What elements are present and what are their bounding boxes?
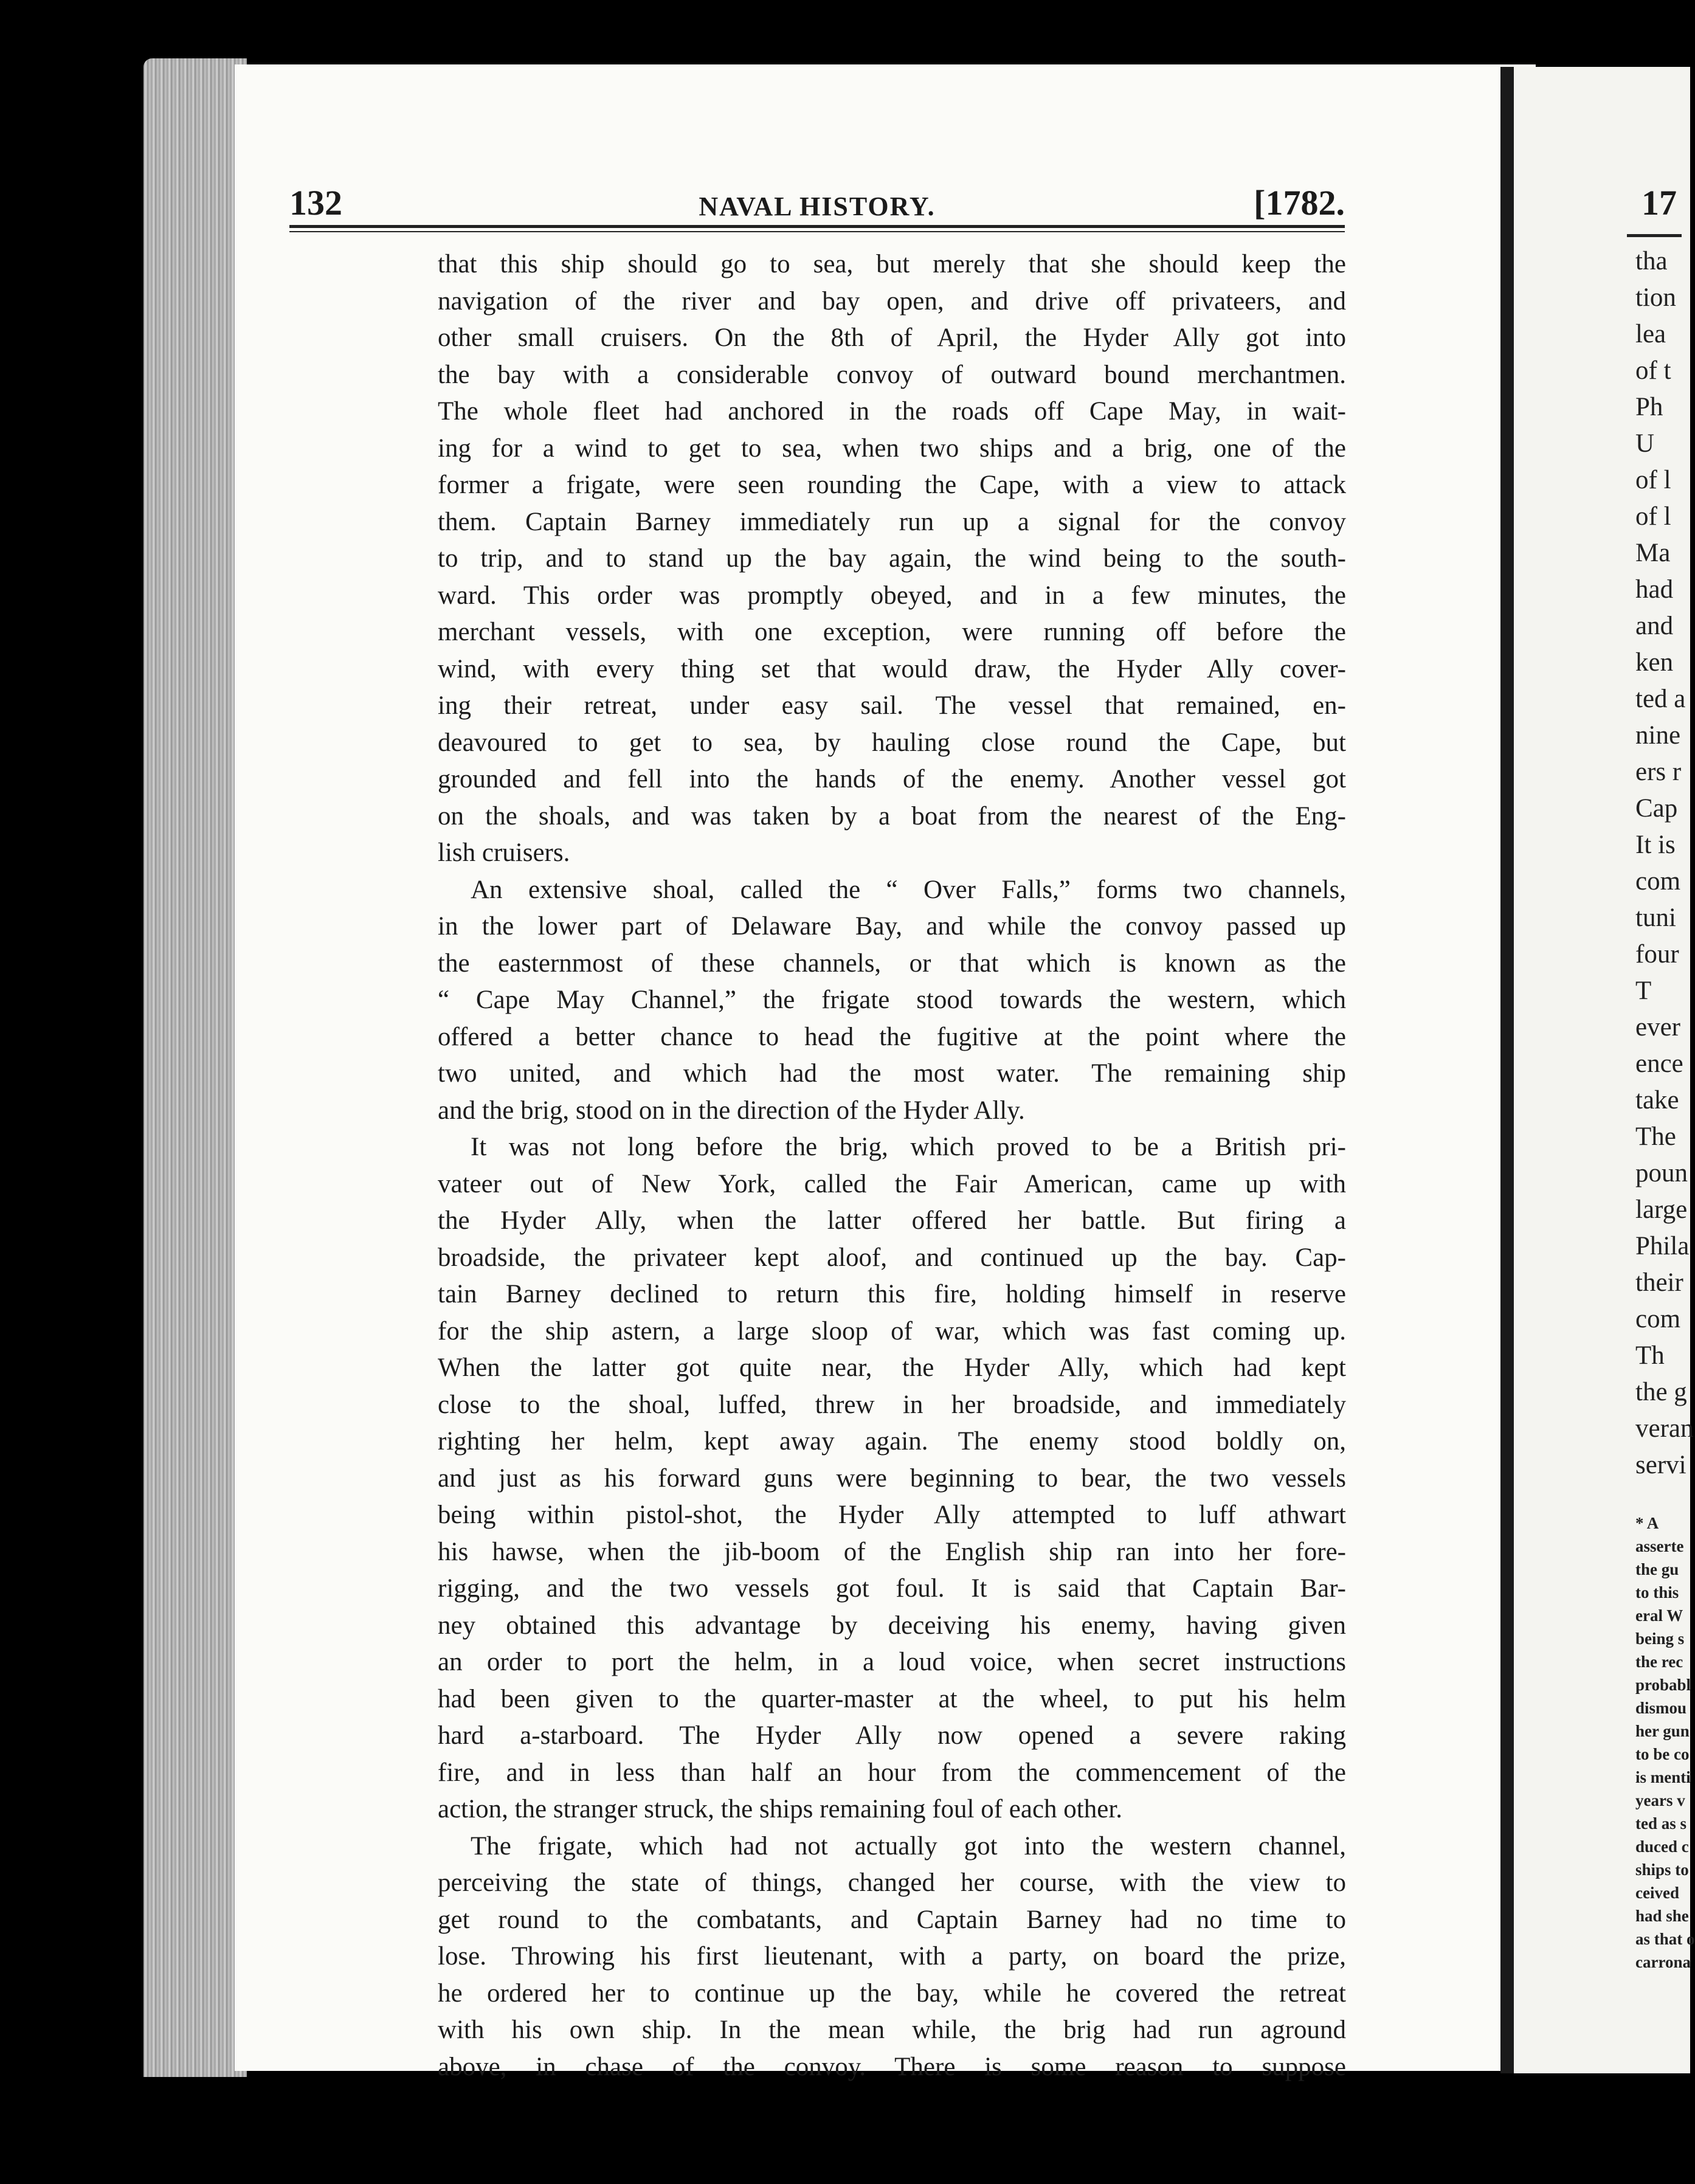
text-line: ing their retreat, under easy sail. The vessel that remained, en- xyxy=(438,691,1346,720)
next-page-footnote-line: probabl xyxy=(1635,1676,1691,1694)
next-page-line: their xyxy=(1635,1268,1683,1297)
next-page-footnote-line: eral W xyxy=(1635,1606,1683,1625)
text-line: An extensive shoal, called the “ Over Falls,” forms two channels, xyxy=(471,875,1346,904)
text-line: his hawse, when the jib-boom of the English ship ran into her fore- xyxy=(438,1537,1346,1566)
text-line: close to the shoal, luffed, threw in her broadside, and immediately xyxy=(438,1390,1346,1419)
text-line: an order to port the helm, in a loud voice, when secret instructions xyxy=(438,1648,1346,1676)
text-line: in the lower part of Delaware Bay, and while the convoy passed up xyxy=(438,912,1346,941)
text-line: get round to the combatants, and Captain Barney had no time to xyxy=(438,1905,1346,1934)
text-line: rigging, and the two vessels got foul. It is said that Captain Bar- xyxy=(438,1574,1346,1603)
year-marker: [1782. xyxy=(1254,183,1345,223)
next-page-footnote-line: had she xyxy=(1635,1907,1689,1925)
text-line: lish cruisers. xyxy=(438,838,570,867)
next-page-line: ers r xyxy=(1635,758,1682,786)
next-page-line: veran xyxy=(1635,1414,1694,1443)
text-line: righting her helm, kept away again. The enemy stood boldly on, xyxy=(438,1427,1346,1456)
page-edges xyxy=(143,58,247,2077)
text-line: above, in chase of the convoy. There is some reason to suppose xyxy=(438,2052,1346,2081)
text-line: wind, with every thing set that would draw, the Hyder Ally cover- xyxy=(438,654,1346,683)
next-page-footnote-line: as that o xyxy=(1635,1930,1695,1948)
next-page-footnote-line: ships to xyxy=(1635,1861,1689,1879)
next-page-footnote-line: is menti xyxy=(1635,1768,1691,1786)
next-page-line: ken xyxy=(1635,648,1674,677)
next-page-line: com xyxy=(1635,867,1681,896)
text-line: The frigate, which had not actually got into the western channel, xyxy=(471,1831,1346,1861)
text-line: deavoured to get to sea, by hauling close round the Cape, but xyxy=(438,728,1346,757)
text-line: “ Cape May Channel,” the frigate stood towards the western, which xyxy=(438,986,1346,1014)
next-page-line: tha xyxy=(1635,247,1668,275)
text-line: ing for a wind to get to sea, when two ships and a brig, one of the xyxy=(438,434,1346,463)
text-line: When the latter got quite near, the Hyder Ally, which had kept xyxy=(438,1353,1346,1382)
next-page-line: Cap xyxy=(1635,794,1678,823)
next-page-footnote-line: carrona xyxy=(1635,1953,1691,1971)
page-number: 132 xyxy=(289,183,342,223)
header-rule-thin xyxy=(289,231,1345,232)
next-page-footnote-line: to be co xyxy=(1635,1745,1690,1763)
next-page-line: the g xyxy=(1635,1378,1687,1406)
next-page-line: had xyxy=(1635,575,1674,604)
text-line: them. Captain Barney immediately run up a signal for the convoy xyxy=(438,507,1346,536)
next-page-line: ever xyxy=(1635,1013,1680,1042)
text-line: had been given to the quarter-master at the wheel, to put his helm xyxy=(438,1684,1346,1713)
next-page-line: The xyxy=(1635,1122,1676,1151)
next-page-line: take xyxy=(1635,1086,1679,1114)
text-line: two united, and which had the most water. The remaining ship xyxy=(438,1059,1346,1088)
text-line: It was not long before the brig, which proved to be a British pri- xyxy=(471,1133,1346,1161)
text-line: and the brig, stood on in the direction of the Hyder Ally. xyxy=(438,1096,1025,1125)
text-line: perceiving the state of things, changed her course, with the view to xyxy=(438,1868,1346,1897)
next-page-line: tuni xyxy=(1635,904,1676,932)
next-page-footnote-line: her gun xyxy=(1635,1722,1690,1740)
next-page-footnote-line: to this xyxy=(1635,1583,1679,1602)
next-page-line: ence xyxy=(1635,1049,1683,1078)
text-line: hard a-starboard. The Hyder Ally now opened a severe raking xyxy=(438,1721,1346,1750)
next-page-line: lea xyxy=(1635,320,1666,348)
text-line: and just as his forward guns were beginning to bear, the two vessels xyxy=(438,1463,1346,1493)
text-line: broadside, the privateer kept aloof, and continued up the bay. Cap- xyxy=(438,1243,1346,1272)
text-line: the bay with a considerable convoy of outward bound merchantmen. xyxy=(438,360,1346,389)
next-page-footnote-line: dismou xyxy=(1635,1699,1687,1717)
body-text xyxy=(438,246,1346,2086)
next-page-line: and xyxy=(1635,612,1674,640)
header-rule xyxy=(289,225,1345,228)
next-page-running-head: 17 xyxy=(1641,183,1677,223)
running-head xyxy=(289,182,1345,231)
next-page-line: of l xyxy=(1635,502,1671,531)
section-title: NAVAL HISTORY. xyxy=(699,192,936,221)
text-line: other small cruisers. On the 8th of April, the Hyder Ally got into xyxy=(438,323,1346,352)
next-page-footnote-line: ceived xyxy=(1635,1884,1679,1902)
next-page-line: servi xyxy=(1635,1451,1686,1479)
text-line: on the shoals, and was taken by a boat from the nearest of the Eng- xyxy=(438,801,1346,831)
text-line: navigation of the river and bay open, and drive off privateers, and xyxy=(438,286,1346,316)
next-page-line: tion xyxy=(1635,283,1676,312)
text-line: the easternmost of these channels, or that which is known as the xyxy=(438,949,1346,978)
text-line: former a frigate, were seen rounding the Cape, with a view to attack xyxy=(438,471,1346,499)
text-line: fire, and in less than half an hour from the commencement of the xyxy=(438,1758,1346,1787)
text-line: ward. This order was promptly obeyed, and in a few minutes, the xyxy=(438,581,1346,610)
text-line: being within pistol-shot, the Hyder Ally attempted to luff athwart xyxy=(438,1501,1346,1529)
next-page-line: U xyxy=(1635,429,1655,458)
text-line: for the ship astern, a large sloop of war, which was fast coming up. xyxy=(438,1316,1346,1346)
next-page-footnote-line: being s xyxy=(1635,1629,1685,1648)
next-page-line: four xyxy=(1635,940,1679,969)
next-page-line: large xyxy=(1635,1195,1688,1224)
next-page-line: Ph xyxy=(1635,393,1663,421)
next-page-footnote-line: * A xyxy=(1635,1514,1659,1532)
text-line: grounded and fell into the hands of the enemy. Another vessel got xyxy=(438,765,1346,793)
text-line: vateer out of New York, called the Fair American, came up with xyxy=(438,1169,1346,1198)
text-line: the Hyder Ally, when the latter offered her battle. But firing a xyxy=(438,1206,1346,1235)
next-page-line: It is xyxy=(1635,831,1676,859)
text-line: The whole fleet had anchored in the roads off Cape May, in wait- xyxy=(438,397,1346,426)
next-page-line: Th xyxy=(1635,1341,1665,1370)
next-page-line: poun xyxy=(1635,1159,1688,1187)
next-page-header-rule xyxy=(1627,234,1682,237)
text-line: tain Barney declined to return this fire, holding himself in reserve xyxy=(438,1280,1346,1308)
text-line: merchant vessels, with one exception, were running off before the xyxy=(438,618,1346,646)
text-line: to trip, and to stand up the bay again, the wind being to the south- xyxy=(438,544,1346,573)
next-page-line: Phila xyxy=(1635,1232,1690,1260)
next-page-footnote-line: the rec xyxy=(1635,1653,1683,1671)
next-page-line: ted a xyxy=(1635,685,1686,713)
next-page-line: T xyxy=(1635,976,1652,1005)
next-page-line: of l xyxy=(1635,466,1671,494)
text-line: with his own ship. In the mean while, the brig had run aground xyxy=(438,2016,1346,2044)
next-page-line: Ma xyxy=(1635,539,1671,567)
next-page-footnote-line: the gu xyxy=(1635,1560,1679,1578)
text-line: ney obtained this advantage by deceiving his enemy, having given xyxy=(438,1611,1346,1640)
text-line: action, the stranger struck, the ships remaining foul of each other. xyxy=(438,1795,1123,1823)
next-page-footnote-line: years v xyxy=(1635,1791,1685,1809)
next-page-line: nine xyxy=(1635,721,1681,750)
next-page-line: of t xyxy=(1635,356,1671,385)
next-page-footnote-line: asserte xyxy=(1635,1537,1684,1555)
next-page-line: com xyxy=(1635,1305,1681,1333)
text-line: he ordered her to continue up the bay, while he covered the retreat xyxy=(438,1978,1346,2008)
next-page-footnote-line: duced c xyxy=(1635,1837,1689,1856)
next-page-footnote-line: ted as s xyxy=(1635,1814,1687,1833)
text-line: offered a better chance to head the fugitive at the point where the xyxy=(438,1022,1346,1051)
text-line: that this ship should go to sea, but merely that she should keep the xyxy=(438,250,1346,278)
text-line: lose. Throwing his first lieutenant, with a party, on board the prize, xyxy=(438,1942,1346,1971)
